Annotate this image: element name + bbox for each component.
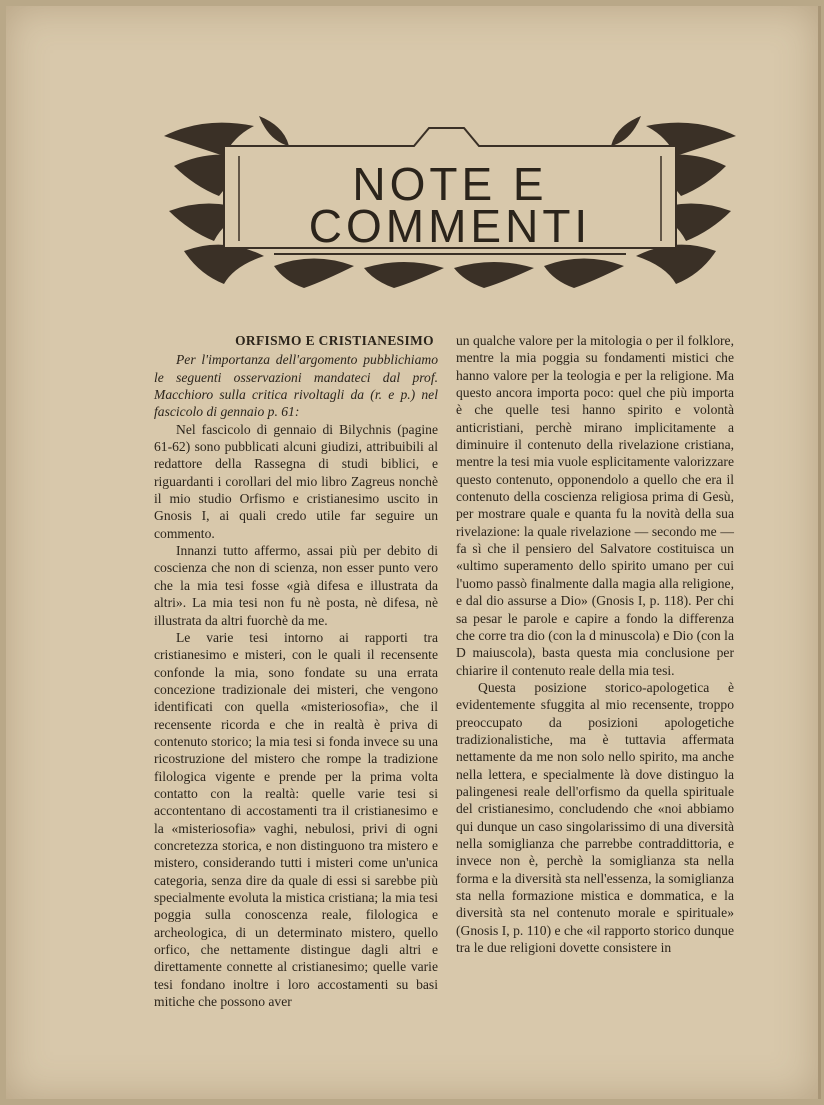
- laurel-banner-illustration: [164, 116, 736, 288]
- page: [6, 6, 821, 1099]
- left-paragraph: Innanzi tutto affermo, assai più per debito di coscienza che non di scienza, non esser punto vero che la mia tesi fosse «già difesa e illustrata da altri». La mia tesi non fu nè posta, nè difesa, nè illustrata da altri fuorchè da me.: [154, 543, 438, 628]
- left-column: [154, 332, 438, 1010]
- right-paragraph: Questa posizione storico-apologetica è evidentemente sfuggita al mio recensente, troppo preoccupato da posizioni apologetiche tradizionalistiche, ma è tuttavia affermata nettamente da me non solo nello spirito, ma anche nella lettera, e specialmente là dove distinguo la palingenesi reale dell'orfismo da quella spirituale del cristianesimo, concludendo che «noi abbiamo qui dunque un caso singolarissimo di una diversità nella somiglianza che parrebbe contraddittoria, e invece non è, perchè la somiglianza sta nella forma e la diversità sta nell'essenza, la somiglianza sta nella formazione mistica e dommatica, e la diversità sta nel contenuto morale e spirituale» (Gnosis I, p. 110) e che «il rapporto storico dunque tra le due religioni dovette consistere in: [456, 679, 734, 956]
- left-paragraph: Nel fascicolo di gennaio di Bilychnis (pagine 61-62) sono pubblicati alcuni giudizi, attribuibili al redattore della Rassegna di studi biblici, e riguardanti i corollari del mio libro Zagreus nonchè il mio studio Orfismo e cristianesimo uscito in Gnosis I, ai quali credo utile far seguire un commento.: [154, 421, 438, 541]
- article-intro: Per l'importanza dell'argomento pubblichiamo le seguenti osservazioni mandateci dal prof. Macchioro sulla critica rivoltagli da (r. e p.) nel fascicolo di gennaio p. 61:: [154, 352, 438, 420]
- section-header-ornament: [164, 116, 736, 288]
- article-title: ORFISMO E CRISTIANESIMO: [235, 333, 434, 348]
- header-title-line1: NOTE E: [352, 158, 548, 210]
- header-title-line2: COMMENTI: [308, 200, 592, 252]
- left-paragraph: Le varie tesi intorno ai rapporti tra cristianesimo e misteri, con le quali il recensente confonde la mia, sono fondate su una errata concezione tradizionale dei misteri, che vengono identificati con quella «misteriosofia», che il recensente ricorda e che in realtà è priva di contenuto storico; la mia tesi si fonda invece su una ricostruzione del mistero che rompe la tradizione filologica vigente e prende per la prima volta contatto con la realtà: quelle varie tesi si accontentano di accostamenti tra il cristianesimo e la «misteriosofia» vaghi, nebulosi, privi di ogni concretezza storica, e non distinguono tra mistero e mistero, considerando tutti i misteri come un'unica categoria, senza dire da quale di essi si sarebbe più specialmente evoluta la mistica cristiana; la mia tesi poggia sulla conoscenza reale, filologica e archeologica, di un determinato mistero, quello orfico, che nettamente distingue dagli altri e direttamente connette al cristianesimo; quelle varie tesi fondano inoltre i loro accostamenti su basi mitiche che possono aver: [154, 629, 438, 1010]
- right-column: [456, 332, 734, 956]
- right-paragraph: un qualche valore per la mitologia o per il folklore, mentre la mia poggia su fondamenti mistici che hanno valore per la teologia e per la religione. Ma questo ancora importa poco: quel che più importa è che quelle tesi hanno spirito e volontà anticristiani, perchè mirano implicitamente a diminuire il contenuto della rivelazione cristiana, mentre la tesi mia vuole esplicitamente valorizzare questo contenuto, opponendolo a quello che era il contenuto della coscienza religiosa prima di Gesù, per mostrare quale e quanta fu la novità della sua rivelazione: la quale rivelazione — secondo me — fa sì che il pensiero del Salvatore costituisca un «ultimo superamento dello spirito umano per cui l'uomo passò finalmente dalla magia alla religione, e dal dio assurse a Dio» (Gnosis I, p. 118). Per chi sa pesar le parole e capire a fondo la differenza che corre tra dio (con la d minuscola) e Dio (con la D maiuscola), basta questa mia conclusione per chiarire il contenuto reale della mia tesi.: [456, 333, 734, 678]
